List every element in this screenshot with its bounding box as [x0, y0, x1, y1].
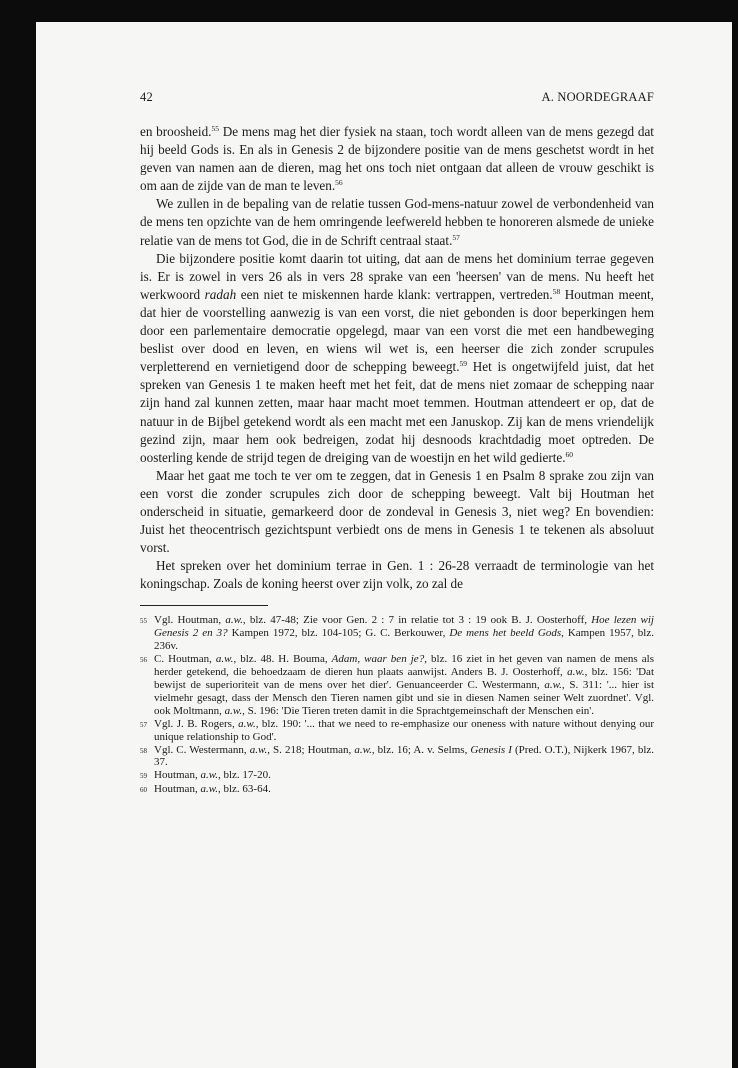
footnote-ref-57: 57	[452, 232, 460, 242]
paragraph-2: We zullen in de bepaling van de relatie tussen God-mens-natuur zowel de verbondenheid van de mens ten opzichte van de hem omringende leefwereld hebben te honoreren alsmede de unieke relatie van de mens tot God, die in de Schrift centraal staat.$^{57}$	[140, 196, 654, 248]
footnote-55: 55 Vgl. Houtman, a.w., blz. 47-48; Zie voor Gen. 2 : 7 in relatie tot 3 : 19 ook B. J. Oosterhoff, Hoe lezen wij Genesis 2 en 3? Kampen 1972, blz. 104-105; G. C. Berkouwer, De mens het beeld Gods, Kampen 1957, blz. 236v.	[140, 614, 654, 653]
body-text	[140, 123, 654, 593]
running-head	[140, 90, 654, 105]
footnote-ref-56: 56	[335, 178, 343, 188]
book-page	[140, 90, 654, 797]
paragraph-4: Maar het gaat me toch te ver om te zeggen, dat in Genesis 1 en Psalm 8 sprake zou zijn van een vorst die zonder scrupules zich door de schepping beweegt. Valt bij Houtman het onderscheid in situatie, gemarkeerd door de zondeval in Genesis 3, niet weg? En bovendien: Juist het theocentrisch gezichtspunt verbiedt ons de mens in Genesis 1 te tekenen als absoluut vorst.	[140, 467, 654, 556]
footnote-58: 58 Vgl. C. Westermann, a.w., S. 218; Houtman, a.w., blz. 16; A. v. Selms, Genesis I (Pred. O.T.), Nijkerk 1967, blz. 37.	[140, 743, 655, 769]
footnote-59: 59 Houtman, a.w., blz. 17-20.	[140, 769, 271, 782]
footnote-ref-59: 59	[459, 359, 468, 369]
running-head-author: A. NOORDEGRAAF	[541, 90, 654, 104]
footnote-separator	[140, 605, 268, 606]
footnotes	[140, 614, 654, 797]
footnote-56: 56 C. Houtman, a.w., blz. 48. H. Bouma, Adam, waar ben je?, blz. 16 ziet in het geven van namen de mens als herder getekend, die behoedzaam de dieren hun plaats aanwijst. Anders B. J. Oosterhoff, a.w., blz. 156: 'Dat bewijst de superioriteit van de mens over het dier'. Genuanceerder C. Westermann, a.w., S. 311: '... hier ist vielmehr gesagt, dass der Mensch den Tieren namen gibt und sie in diesen Namen seiner Welt zuordnet'. Vgl. ook Moltmann, a.w., S. 196: 'Die Tieren treten damit in die Sprachtgemeinschaft der Menschen ein'.	[140, 653, 654, 717]
footnote-ref-55: 55	[211, 124, 219, 133]
scan-border-left	[0, 0, 36, 1068]
paragraph-3: Die bijzondere positie komt daarin tot uiting, dat aan de mens het dominium terrae gegeven is. Er is zowel in vers 26 als in vers 28 sprake van een 'heersen' van de mens. Nu heeft het werkwoord radah een niet te miskennen harde klank: vertrappen, vertreden.$^{58}$ Houtman meent, dat hier de voorstelling aanwezig is van een vorst, die niet gebonden is door beperkingen hem door een parlementaire democratie opgelegd, maar van een vorst die met een handbeweging beslist over dood en leven, en wiens wil wet is, een heerser die zich zonder scrupules verpletterend en vernietigend door de schepping beweegt.$^{59}$ Het is ongetwijfeld juist, dat het spreken van Genesis 1 te maken heeft met het feit, dat de mens niet zomaar de schepping naar zijn hand zal kunnen zetten, maar haar macht moet temmen. Houtman attendeert er op, dat de natuur in de Bijbel getekend wordt als een macht met een Januskop. Zij kan de mens vriendelijk gezind zijn, maar hem ook bedreigen, zodat hij desnoods krachtdadig moet optreden. De oosterling kende de strijd tegen de dreiging van de woestijn en het wild gedierte.$^{60}$	[140, 250, 654, 465]
scan-border-top	[0, 0, 738, 22]
scan-border-right	[732, 0, 738, 1068]
page-number: 42	[140, 90, 153, 104]
footnote-57: 57 Vgl. J. B. Rogers, a.w., blz. 190: '... that we need to re-emphasize our oneness with nature without denying our unique relationship to God'.	[140, 717, 655, 743]
paragraph-1: en broosheid.$^{55}$ De mens mag het dier fysiek na staan, toch wordt alleen van de mens gezegd dat hij beeld Gods is. En als in Genesis 2 de bijzondere positie van de mens geschetst wordt in het geven van namen aan de dieren, mag het ons toch niet ontgaan dat alleen de vrouw geschikt is om aan de zijde van de man te leven.$^{56}$	[140, 124, 654, 194]
term-radah: radah	[204, 286, 237, 302]
footnote-60: 60 Houtman, a.w., blz. 63-64.	[140, 783, 271, 796]
paragraph-5: Het spreken over het dominium terrae in Gen. 1 : 26-28 verraadt de terminologie van het koningschap. Zoals de koning heerst over zijn volk, zo zal de	[140, 558, 654, 592]
footnote-ref-58: 58	[552, 286, 561, 296]
footnote-ref-60: 60	[565, 449, 574, 459]
